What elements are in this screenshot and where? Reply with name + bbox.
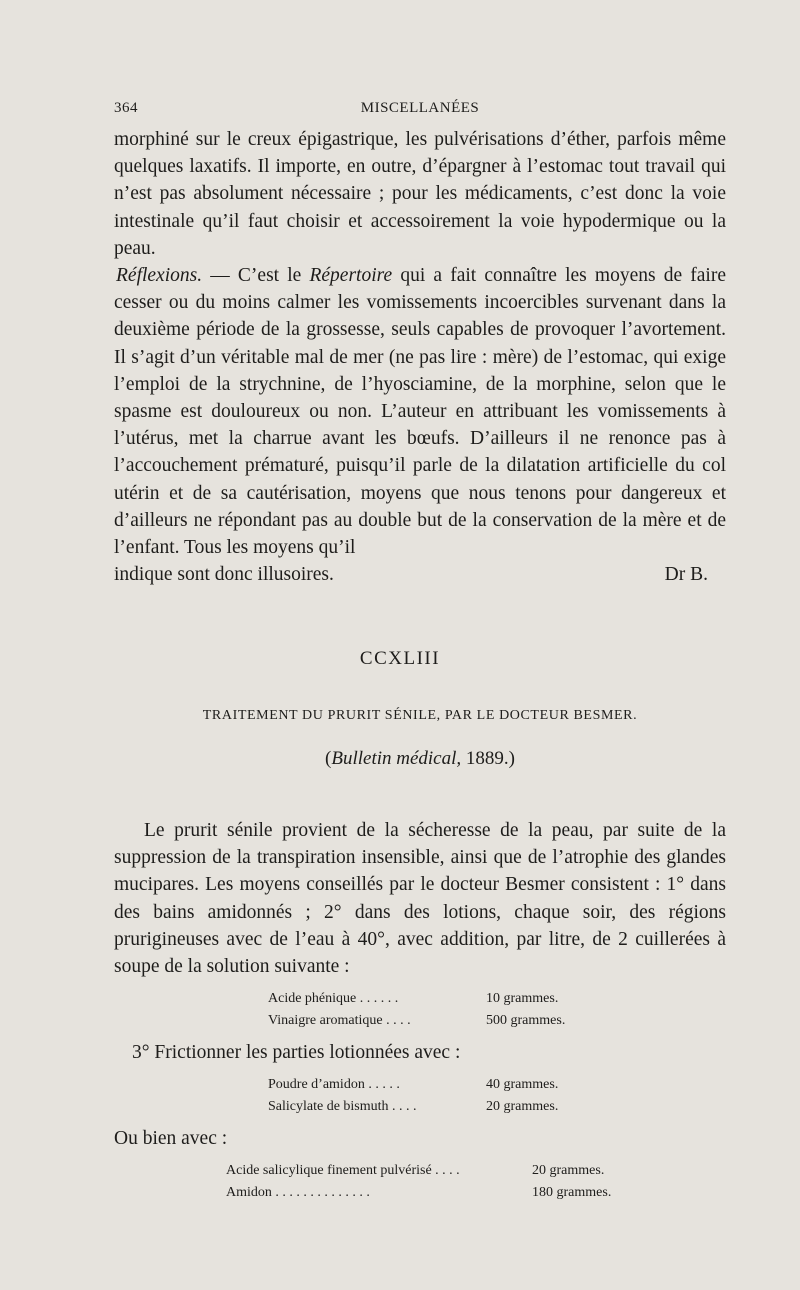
source-journal: Bulletin médical, <box>331 748 462 769</box>
ingredient-name: Acide phénique . . . . . . <box>268 991 399 1006</box>
source-year: 1889.) <box>465 748 515 769</box>
ingredient-quantity: 180 grammes. <box>532 1185 612 1200</box>
recipe-row <box>226 1182 611 1204</box>
ingredient-name: Vinaigre aromatique . . . . <box>268 1013 411 1028</box>
source-citation <box>0 748 800 770</box>
recipe-3 <box>226 1160 611 1204</box>
ingredient-name: Amidon . . . . . . . . . . . . . . <box>226 1185 370 1200</box>
paragraph-3: Le prurit sénile provient de la sécheresse de la peau, par suite de la suppression de la transpiration insensible, ainsi que de l’atrophie des glandes mucipares. Les moyens conseillés par le docteur Besmer consistent : 1° dans des bains amidonnés ; 2° dans des lotions, chaque soir, des régions prurigineuses avec de l’eau à 40°, avec addition, par litre, de 2 cuillerées à soupe de la solution suivante : <box>114 820 726 978</box>
chapter-number: CCXLIII <box>359 648 441 669</box>
repertoire-title: Répertoire <box>309 265 393 287</box>
ingredient-name: Salicylate de bismuth . . . . <box>268 1099 417 1114</box>
ingredient-quantity: 20 grammes. <box>532 1163 605 1178</box>
paragraph-2-intro: — C’est le <box>202 265 310 287</box>
signature: Dr B. <box>664 564 708 586</box>
ingredient-quantity: 10 grammes. <box>486 991 559 1006</box>
paragraph-2-last-line: indique sont donc illusoires. <box>114 564 334 586</box>
recipe-2 <box>268 1074 558 1118</box>
ingredient-quantity: 20 grammes. <box>486 1099 559 1114</box>
running-title: MISCELLANÉES <box>360 100 480 116</box>
page-number: 364 <box>114 100 138 116</box>
ingredient-quantity: 500 grammes. <box>486 1013 566 1028</box>
article-title: TRAITEMENT DU PRURIT SÉNILE, PAR LE DOCTEUR BESMER. <box>202 708 638 723</box>
recipe-row <box>226 1160 611 1182</box>
article-text <box>114 817 726 980</box>
main-text <box>114 126 726 588</box>
paragraph-2 <box>114 262 726 561</box>
alternative-instruction: Ou bien avec : <box>114 1128 228 1149</box>
paragraph-2-text: qui a fait connaître les moyens de faire cesser ou du moins calmer les vomissements incoercibles survenant dans la deuxième période de la grossesse, seuls capables de provoquer l’avortement. Il s’agit d’un véritable mal de mer (ne pas lire : mère) de l’estomac, qui exige l’emploi de la strychnine, de l’hyosciamine, de la morphine, selon que le spasme est douloureux ou non. L’auteur en attribuant les vomissements à l’utérus, met la charrue avant les bœufs. D’ailleurs il ne renonce pas à l’accouchement prématuré, puisqu’il parle de la dilatation artificielle du col utérin et de sa cautérisation, moyens que nous tenons pour dangereux et d’ailleurs ne répondant pas au double but de la conservation de la mère et de l’enfant. Tous les moyens qu’il <box>114 265 727 559</box>
ingredient-name: Acide salicylique finement pulvérisé . . . . <box>226 1163 460 1178</box>
paragraph-1: morphiné sur le creux épigastrique, les pulvérisations d’éther, parfois même quelques laxatifs. Il importe, en outre, d’épargner à l’estomac tout travail qui n’est pas absolument nécessaire ; pour les médicaments, c’est donc la voie intestinale qu’il faut choisir et accessoirement la voie hypodermique ou la peau. <box>114 129 726 259</box>
signature-line <box>114 561 726 588</box>
recipe-row <box>268 988 565 1010</box>
friction-instruction: 3° Frictionner les parties lotionnées avec : <box>132 1042 461 1063</box>
ingredient-quantity: 40 grammes. <box>486 1077 559 1092</box>
recipe-row <box>268 1010 565 1032</box>
source-open-paren: ( <box>325 748 332 769</box>
recipe-1 <box>268 988 565 1032</box>
ingredient-name: Poudre d’amidon . . . . . <box>268 1077 400 1092</box>
recipe-row <box>268 1096 558 1118</box>
reflexions-label: Réflexions. <box>116 265 203 287</box>
recipe-row <box>268 1074 558 1096</box>
